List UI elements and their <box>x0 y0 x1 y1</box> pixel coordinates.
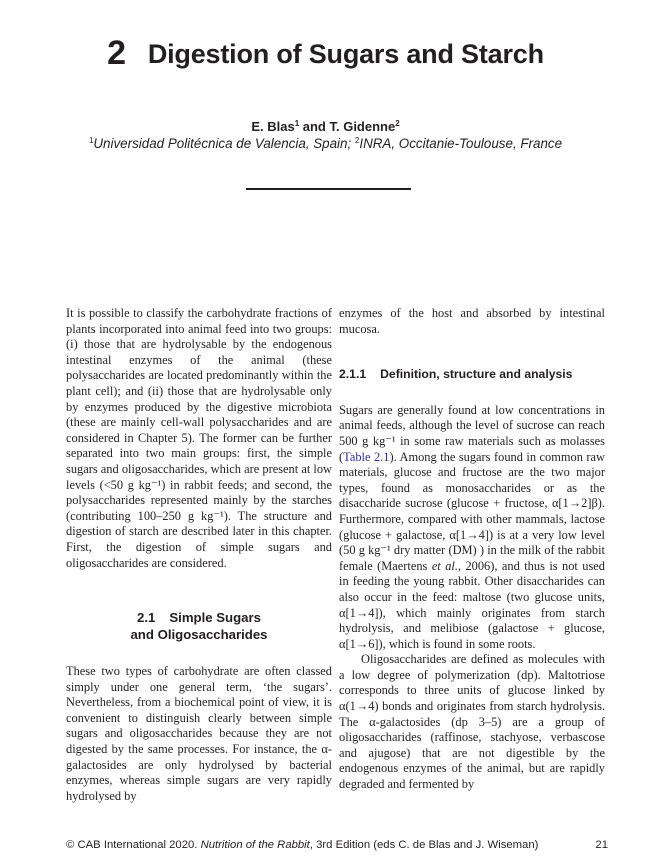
para-text: , 2006), and thus is not used in feeding the young rabbit. Other disaccharides can also occur in the feed: maltose (two glucose units, α[1→4]), which mainly originates from starch hydrolysis, and melibiose (galactose + glucose, α[1→6]), which is found in some roots. <box>339 558 606 651</box>
author-2: T. Gidenne <box>329 119 396 134</box>
paragraph-sugars <box>339 403 605 653</box>
title-divider <box>246 188 411 190</box>
paragraph-oligosaccharides: Oligosaccharides are defined as molecules with a low degree of polymerization (dp). Maltotriose corresponds to three units of glucose linked by α(1→4) bonds and originates from starch hydrolysis. The α-galactosides (dp 3–5) are a group of oligosaccharides (raffinose, stachyose, verbascose and ajugose) that are not digestible by the endogenous enzymes of the animal, but are rapidly degraded and fermented by <box>339 652 605 792</box>
chapter-title <box>0 34 651 73</box>
copyright: © CAB International 2020. <box>66 839 201 851</box>
left-column <box>66 306 332 804</box>
author-conjunction: and <box>299 119 330 134</box>
author-1-affil-marker: 1 <box>294 119 300 128</box>
book-title: Nutrition of the Rabbit <box>200 839 310 851</box>
chapter-title-text: Digestion of Sugars and Starch <box>147 39 544 69</box>
page-number: 21 <box>595 839 608 851</box>
section-paragraph: These two types of carbohydrate are often classed simply under one general term, ‘the sugars’. Nevertheless, from a biochemical point of view, it is convenient to distinguish clearly between simple sugars and oligosaccharides because they are not digested by the same processes. For instance, the α-galactosides are only hydrolysed by bacterial enzymes, whereas simple sugars are very rapidly hydrolysed by <box>66 664 332 803</box>
chapter-number: 2 <box>107 34 126 72</box>
author-2-affil-marker: 2 <box>395 119 400 128</box>
subsection-title: Definition, structure and analysis <box>380 367 573 382</box>
section-number: 2.1 <box>137 610 156 626</box>
page-footer <box>66 839 606 851</box>
section-title-line1: Simple Sugars <box>169 610 261 626</box>
intro-paragraph: It is possible to classify the carbohydrate fractions of plants incorporated into animal feed into two groups: (i) those that are hydrolysable by the endogenous intestinal enzymes of the animal (these polysaccharides are located predominantly within the plant cell); and (ii) those that are hydrolysable only by enzymes produced by the digestive microbiota (these are mainly cell-wall polysaccharides and are considered in Chapter 5). The former can be further separated into two main groups: first, the simple sugars and oligosaccharides, which are present at low levels (<50 g kg⁻¹) in rabbit feeds; and second, the polysaccharides represented mainly by the starches (contributing 100–250 g kg⁻¹). The structure and digestion of starch are described later in this chapter. First, the digestion of simple sugars and oligosaccharides are considered. <box>66 306 332 570</box>
continuation-paragraph: enzymes of the host and absorbed by intestinal mucosa. <box>339 306 605 336</box>
author-1: E. Blas <box>251 119 295 134</box>
affiliations <box>0 136 651 151</box>
authors <box>0 119 651 134</box>
affil-2-marker: 2 <box>354 136 360 145</box>
subsection-number: 2.1.1 <box>339 367 367 382</box>
section-heading-2-1 <box>66 609 332 643</box>
affil-1-marker: 1 <box>88 136 94 145</box>
para-text: ). Among the sugars found in common raw materials, glucose and fructose are the two major types, found as monosaccharides or as the disaccharide sucrose (glucose + fructose, α[1→2]β). Furthermore, compared with other mammals, lactose (glucose + galactose, α[1→4]) is at a very low level (50 g kg⁻¹ dry matter (DM) ) in the milk of the rabbit female (Maertens <box>339 449 605 573</box>
right-column <box>339 306 605 793</box>
et-al: et al. <box>431 558 458 573</box>
affil-2: INRA, Occitanie-Toulouse, France <box>359 136 563 151</box>
section-title-line2: and Oligosaccharides <box>130 627 268 643</box>
affil-1: Universidad Politécnica de Valencia, Spain; <box>93 136 355 151</box>
edition-info: , 3rd Edition (eds C. de Blas and J. Wiseman) <box>309 839 539 851</box>
subsection-heading-2-1-1 <box>339 367 605 383</box>
table-2-1-link[interactable]: Table 2.1 <box>343 449 390 464</box>
para-text: Sugars are generally found at low concentrations in animal feeds, although the level of sucrose can reach 500 g kg⁻¹ in some raw materials such as molasses ( <box>339 402 605 464</box>
